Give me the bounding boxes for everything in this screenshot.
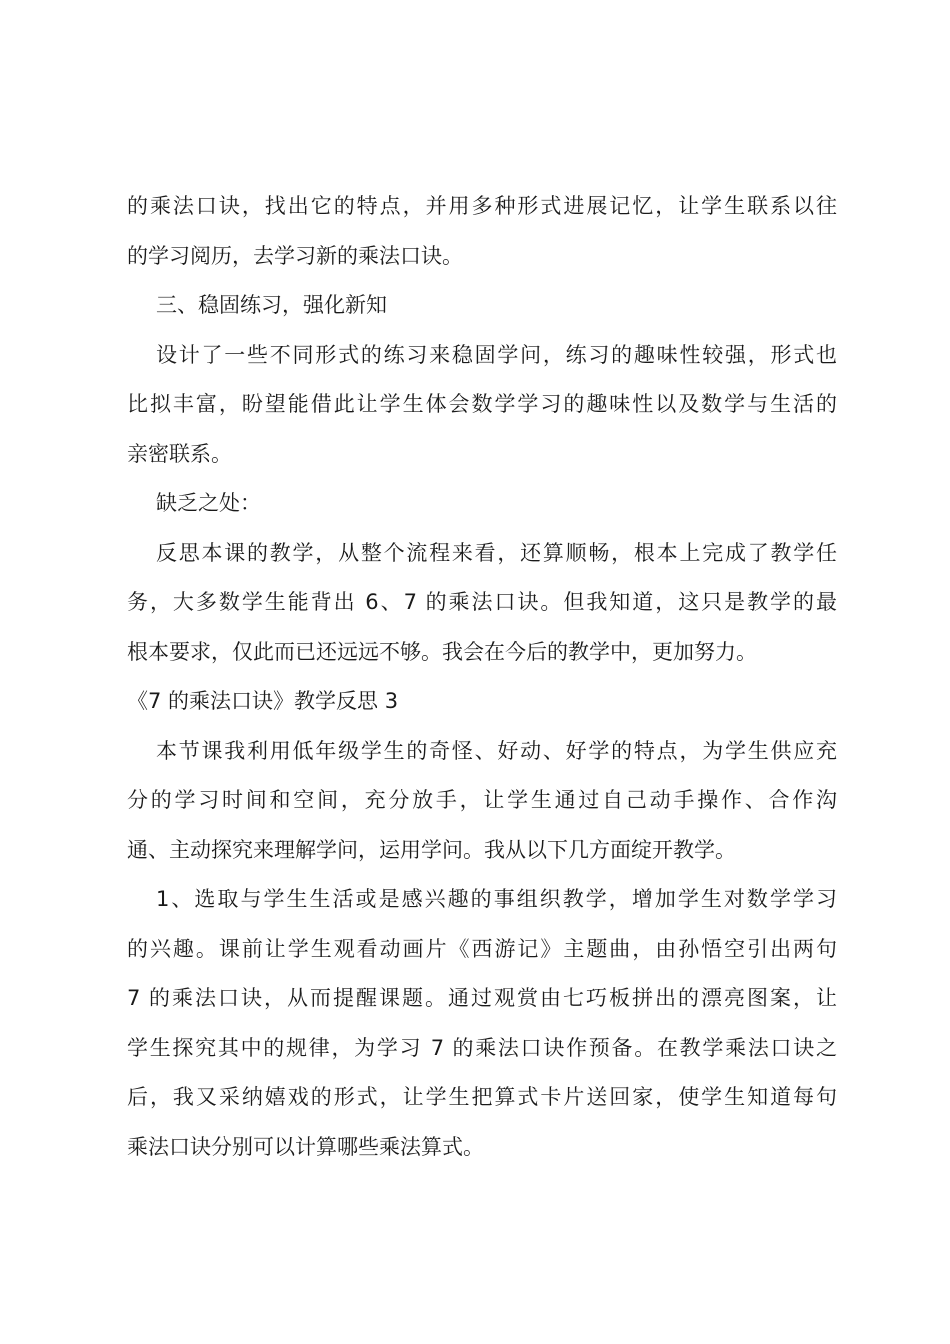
text-line: 7 的乘法口诀，从而提醒课题。通过观赏由七巧板拼出的漂亮图案，让 (127, 986, 837, 1010)
text-line: 设计了一些不同形式的练习来稳固学问，练习的趣味性较强，形式也 (156, 342, 837, 367)
document-title: 《7 的乘法口诀》教学反思 3 (127, 689, 399, 713)
text-line: 亲密联系。 (127, 441, 232, 466)
text-line: 1、选取与学生生活或是感兴趣的事组织教学，增加学生对数学学习 (156, 887, 837, 911)
text-line: 本节课我利用低年级学生的奇怪、好动、好学的特点，为学生供应充 (156, 738, 837, 763)
text-line: 分的学习时间和空间，充分放手，让学生通过自己动手操作、合作沟 (127, 788, 837, 812)
text-line: 乘法口诀分别可以计算哪些乘法算式。 (127, 1134, 484, 1159)
section-heading: 三、稳固练习，强化新知 (156, 293, 387, 317)
text-line: 的兴趣。课前让学生观看动画片《西游记》主题曲，由孙悟空引出两句 (127, 936, 837, 961)
document-body (127, 182, 837, 1172)
text-line: 比拟丰富，盼望能借此让学生体会数学学习的趣味性以及数学与生活的 (127, 392, 837, 416)
text-line: 的学习阅历，去学习新的乘法口诀。 (127, 243, 463, 268)
text-line: 务，大多数学生能背出 6、7 的乘法口诀。但我知道，这只是教学的最 (127, 590, 837, 614)
text-line: 反思本课的教学，从整个流程来看，还算顺畅，根本上完成了教学任 (156, 540, 837, 565)
section-heading: 缺乏之处： (156, 491, 261, 515)
text-line: 后，我又采纳嬉戏的形式，让学生把算式卡片送回家，使学生知道每句 (127, 1085, 837, 1109)
text-line: 通、主动探究来理解学问，运用学问。我从以下几方面绽开教学。 (127, 837, 736, 862)
text-line: 根本要求，仅此而已还远远不够。我会在今后的教学中，更加努力。 (127, 639, 757, 664)
text-line: 学生探究其中的规律，为学习 7 的乘法口诀作预备。在教学乘法口诀之 (127, 1035, 837, 1060)
text-line: 的乘法口诀，找出它的特点，并用多种形式进展记忆，让学生联系以往 (127, 194, 837, 218)
